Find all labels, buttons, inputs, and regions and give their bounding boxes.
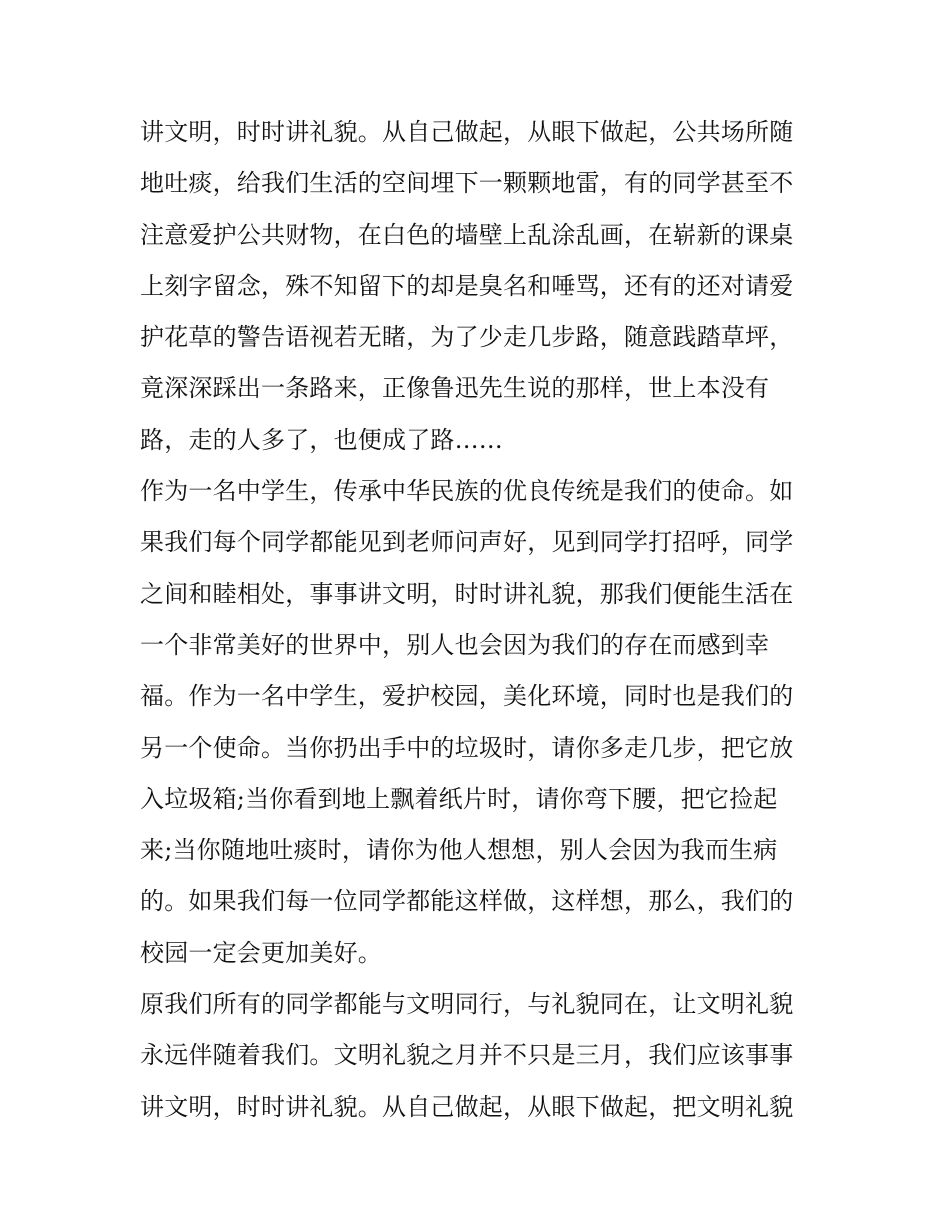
text-line: 讲文明，时时讲礼貌。从自己做起，从眼下做起，把文明礼貌 <box>140 1092 794 1121</box>
text-line: 路，走的人多了，也便成了路…… <box>140 425 503 454</box>
text-line: 上刻字留念，殊不知留下的却是臭名和唾骂，还有的还对请爱 <box>140 271 794 300</box>
text-line: 来;当你随地吐痰时，请你为他人想想，别人会因为我而生病 <box>140 836 778 865</box>
text-line: 果我们每个同学都能见到老师问声好，见到同学打招呼，同学 <box>140 528 794 557</box>
text-line: 永远伴随着我们。文明礼貌之月并不只是三月，我们应该事事 <box>140 1041 794 1070</box>
text-line: 护花草的警告语视若无睹，为了少走几步路，随意践踏草坪， <box>140 323 794 352</box>
text-line: 的。如果我们每一位同学都能这样做，这样想，那么，我们的 <box>140 887 794 916</box>
text-line: 作为一名中学生，传承中华民族的优良传统是我们的使命。如 <box>140 477 794 506</box>
text-line: 之间和睦相处，事事讲文明，时时讲礼貌，那我们便能生活在 <box>140 579 794 608</box>
text-line: 原我们所有的同学都能与文明同行，与礼貌同在，让文明礼貌 <box>140 990 794 1019</box>
document-body <box>140 107 820 1133</box>
text-line: 地吐痰，给我们生活的空间埋下一颗颗地雷，有的同学甚至不 <box>140 169 794 198</box>
text-line: 福。作为一名中学生，爱护校园，美化环境，同时也是我们的 <box>140 682 794 711</box>
text-line: 讲文明，时时讲礼貌。从自己做起，从眼下做起，公共场所随 <box>140 118 794 146</box>
text-line: 竟深深踩出一条路来，正像鲁迅先生说的那样，世上本没有 <box>140 374 770 403</box>
text-line: 一个非常美好的世界中，别人也会因为我们的存在而感到幸 <box>140 630 770 659</box>
text-line: 入垃圾箱;当你看到地上飘着纸片时，请你弯下腰，把它捡起 <box>140 784 778 813</box>
text-line: 另一个使命。当你扔出手中的垃圾时，请你多走几步，把它放 <box>140 733 794 762</box>
text-line: 校园一定会更加美好。 <box>140 938 382 967</box>
text-line: 注意爱护公共财物，在白色的墙壁上乱涂乱画，在崭新的课桌 <box>140 220 794 249</box>
